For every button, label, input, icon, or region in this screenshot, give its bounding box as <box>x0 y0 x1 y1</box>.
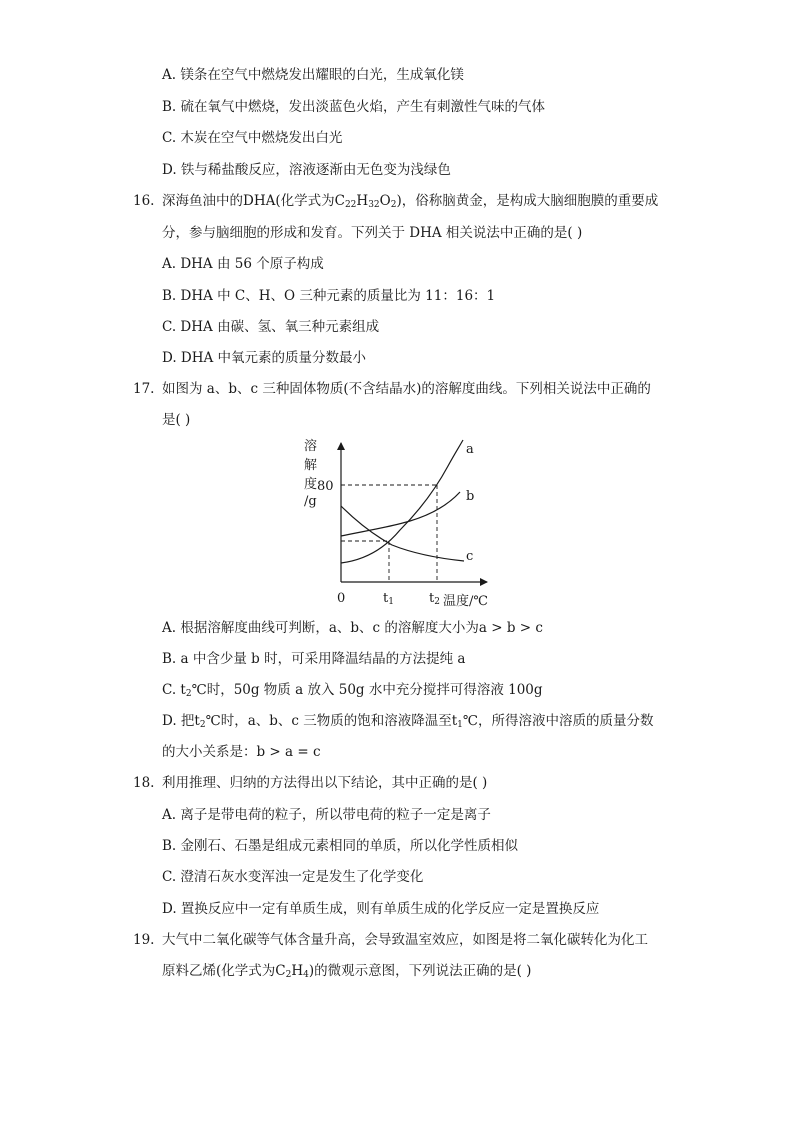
q16-stem-line2: 分，参与脑细胞的形成和发育。下列关于 DHA 相关说法中正确的是( ) <box>162 225 583 241</box>
q16-option-b: B. DHA 中 C、H、O 三种元素的质量比为 11：16：1 <box>162 288 496 304</box>
series-label-c: c <box>466 549 474 564</box>
q18-option-d: D. 置换反应中一定有单质生成，则有单质生成的化学反应一定是置换反应 <box>162 901 600 917</box>
y-tick-80: 80 <box>317 479 334 494</box>
curve-c <box>341 506 464 561</box>
q15-option-a: A. 镁条在空气中燃烧发出耀眼的白光，生成氧化镁 <box>162 67 464 83</box>
q17-option-c: C. $t_2℃$时，50g 物质 a 放入 50g 水中充分搅拌可得溶液 100g <box>162 682 543 699</box>
y-label-2: 解 <box>304 458 318 473</box>
q15-option-b: B. 硫在氧气中燃烧，发出淡蓝色火焰，产生有刺激性气味的气体 <box>162 99 546 115</box>
q19-number: 19. <box>133 932 155 948</box>
q16-number: 16. <box>133 193 155 209</box>
origin-label: 0 <box>337 591 346 606</box>
q16-option-c: C. DHA 由碳、氢、氧三种元素组成 <box>162 319 380 335</box>
q16-stem-line1: 深海鱼油中的DHA(化学式为$C_{22}H_{32}O_2$)，俗称脑黄金，是构成大脑细胞膜的重要成 <box>162 193 659 210</box>
y-label-3: 度 <box>304 477 318 492</box>
q19-stem-line1: 大气中二氧化碳等气体含量升高，会导致温室效应，如图是将二氧化碳转化为化工 <box>162 932 648 948</box>
q18-option-a: A. 离子是带电荷的粒子，所以带电荷的粒子一定是离子 <box>162 807 491 823</box>
q15-option-c: C. 木炭在空气中燃烧发出白光 <box>162 130 343 146</box>
q17-option-a: A. 根据溶解度曲线可判断，a、b、c 的溶解度大小为a > b > c <box>162 620 543 636</box>
curve-a <box>341 440 463 563</box>
q15-option-d: D. 铁与稀盐酸反应，溶液逐渐由无色变为浅绿色 <box>162 162 451 178</box>
q17-option-d-line1: D. 把$t_2℃$时，a、b、c 三物质的饱和溶液降温至$t_1℃$，所得溶液中溶质的质量分数 <box>162 713 654 730</box>
q19-stem-line2: 原料乙烯(化学式为$C_2H_4$)的微观示意图，下列说法正确的是( ) <box>162 963 532 980</box>
q17-stem-line2: 是( ) <box>162 412 191 428</box>
q17-option-b: B. a 中含少量 b 时，可采用降温结晶的方法提纯 a <box>162 651 466 667</box>
y-label-1: 溶 <box>304 439 318 454</box>
x-axis-label: 温度/℃ <box>443 594 488 609</box>
y-label-4: /g <box>304 494 317 509</box>
series-label-a: a <box>466 442 474 457</box>
q18-option-c: C. 澄清石灰水变浑浊一定是发生了化学变化 <box>162 869 424 885</box>
q17-option-d-line2: 的大小关系是：b > a = c <box>162 744 321 760</box>
q18-number: 18. <box>133 775 155 791</box>
x-tick-t1: t1 <box>383 591 394 607</box>
q16-option-d: D. DHA 中氧元素的质量分数最小 <box>162 350 367 366</box>
q18-stem: 利用推理、归纳的方法得出以下结论，其中正确的是( ) <box>162 775 488 791</box>
q17-stem-line1: 如图为 a、b、c 三种固体物质(不含结晶水)的溶解度曲线。下列相关说法中正确的 <box>162 381 651 397</box>
q16-option-a: A. DHA 由 56 个原子构成 <box>162 256 324 272</box>
q18-option-b: B. 金刚石、石墨是组成元素相同的单质，所以化学性质相似 <box>162 838 519 854</box>
x-tick-t2: t2 <box>429 591 440 607</box>
q17-number: 17. <box>133 381 155 397</box>
series-label-b: b <box>466 489 475 504</box>
